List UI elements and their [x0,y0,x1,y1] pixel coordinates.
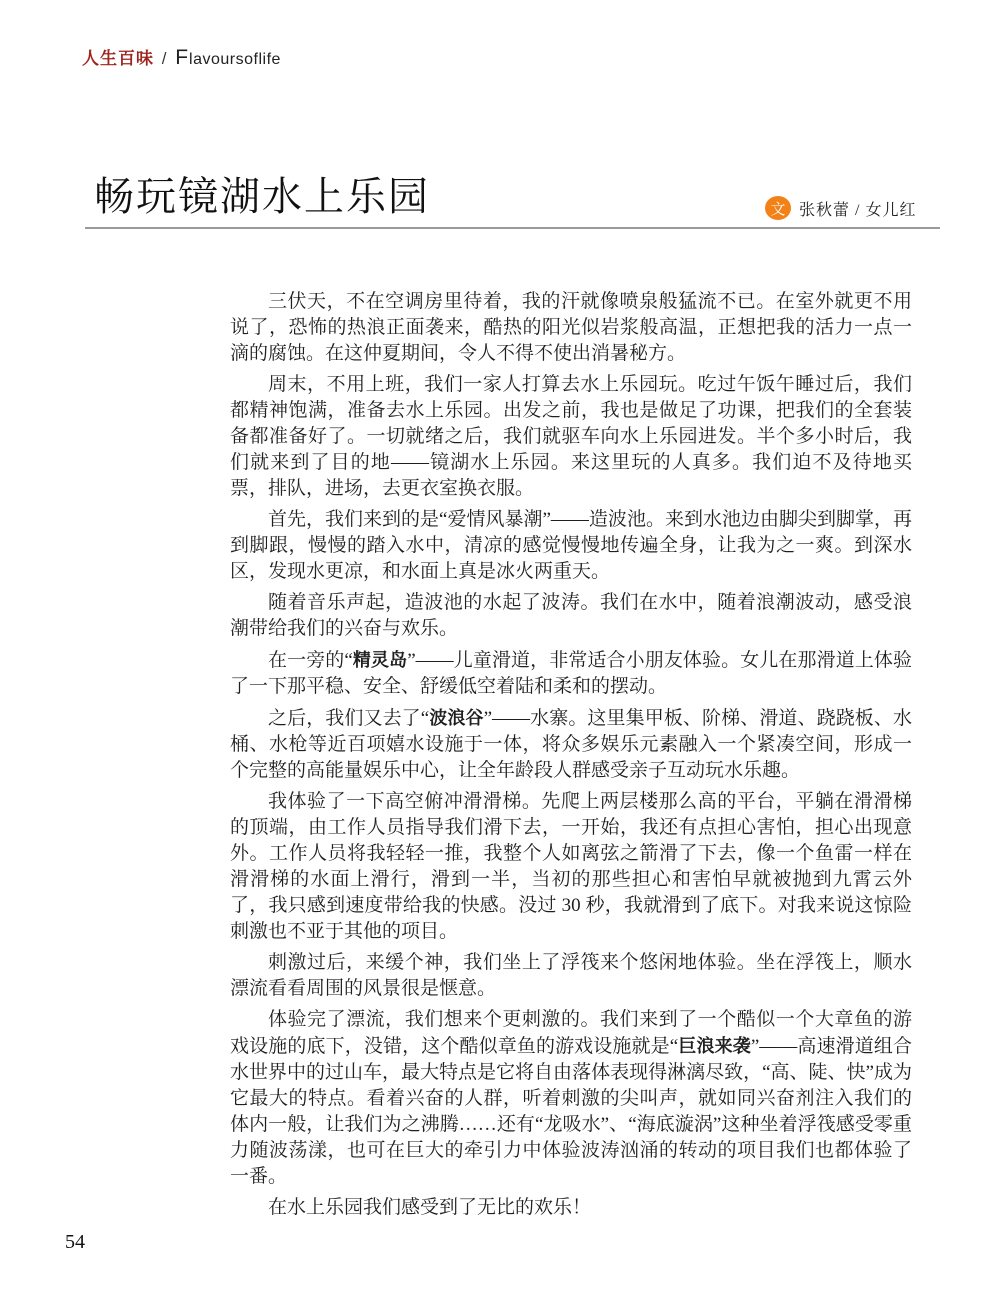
article-paragraph [230,590,912,642]
paragraph-text: 我体验了一下高空俯冲滑滑梯。先爬上两层楼那么高的平台，平躺在滑滑梯的顶端，由工作人员指导我们滑下去，一开始，我还有点担心害怕，担心出现意外。工作人员将我轻轻一推，我整个人如离弦之箭滑了下去，像一个鱼雷一样在滑滑梯的水面上滑行，滑到一半，当初的那些担心和害怕早就被抛到九霄云外了，我只感到速度带给我的快感。没过 30 秒，我就滑到了底下。对我来说这惊险刺激也不亚于其他的项目。 [230,791,912,942]
paragraph-text: 首先，我们来到的是“爱情风暴潮”——造波池。来到水池边由脚尖到脚掌，再到脚跟，慢慢的踏入水中，清凉的感觉慢慢地传遍全身，让我为之一爽。到深水区，发现水更凉，和水面上真是冰火两重天。 [230,509,912,582]
section-title-english-initial: F [175,46,190,69]
article-paragraph [230,507,912,585]
paragraph-text: 周末，不用上班，我们一家人打算去水上乐园玩。吃过午饭午睡过后，我们都精神饱满，准备去水上乐园。出发之前，我也是做足了功课，把我们的全套装备都准备好了。一切就绪之后，我们就驱车向水上乐园进发。半个多小时后，我们就来到了目的地——镜湖水上乐园。来这里玩的人真多。我们迫不及待地买票，排队，进场，去更衣室换衣服。 [230,374,912,499]
title-divider-rule [85,227,940,229]
article-paragraph [230,647,912,700]
section-header [82,44,281,70]
article-paragraph [230,1195,912,1221]
article-body [230,289,912,1226]
paragraph-text: 体验完了漂流，我们想来个更刺激的。我们来到了一个酷似一个大章鱼的游戏设施的底下，没错，这个酷似章鱼的游戏设施就是“ [230,1009,912,1057]
paragraph-text: ”——水寨。这里集甲板、阶梯、滑道、跷跷板、水桶、水枪等近百项嬉水设施于一体，将众多娱乐元素融入一个紧凑空间，形成一个完整的高能量娱乐中心，让全年龄段人群感受亲子互动玩水乐趣。 [230,708,912,781]
paragraph-text: 之后，我们又去了“ [268,708,430,729]
section-title-chinese: 人生百味 [82,49,154,68]
article-paragraph [230,789,912,945]
paragraph-text: 随着音乐声起，造波池的水起了波涛。我们在水中，随着浪潮波动，感受浪潮带给我们的兴奋与欢乐。 [230,592,912,639]
paragraph-text: 在一旁的“ [268,650,353,671]
attraction-name-bold: 波浪谷 [429,708,484,728]
paragraph-text: 在水上乐园我们感受到了无比的欢乐！ [268,1197,592,1218]
byline [765,196,916,220]
paragraph-text: ”——高速滑道组合水世界中的过山车，最大特点是它将自由落体表现得淋漓尽致，“高、陡、快”成为它最大的特点。看着兴奋的人群，听着刺激的尖叫声，就如同兴奋剂注入我们的体内一般，让我们为之沸腾……还有“龙吸水”、“海底漩涡”这种坐着浮筏感受零重力随波荡漾，也可在巨大的牵引力中体验波涛汹涌的转动的项目我们也都体验了一番。 [230,1036,913,1187]
paragraph-text: 刺激过后，来缓个神，我们坐上了浮筏来个悠闲地体验。坐在浮筏上，顺水漂流看看周围的风景很是惬意。 [230,952,912,999]
paragraph-text: ”——儿童滑道，非常适合小朋友体验。女儿在那滑道上体验了一下那平稳、安全、舒缓低空着陆和柔和的摆动。 [230,650,912,697]
article-paragraph [230,705,912,784]
paragraph-text: 三伏天，不在空调房里待着，我的汗就像喷泉般猛流不已。在室外就更不用说了，恐怖的热浪正面袭来，酷热的阳光似岩浆般高温，正想把我的活力一点一滴的腐蚀。在这仲夏期间，令人不得不使出消暑秘方。 [230,291,912,364]
article-paragraph [230,950,912,1002]
article-paragraph [230,1007,912,1190]
section-separator: / [161,49,168,68]
article-paragraph [230,289,912,367]
page-number: 54 [65,1231,85,1253]
article-paragraph [230,372,912,502]
author-names: 张秋蕾 / 女儿红 [799,201,917,219]
attraction-name-bold: 巨浪来袭 [678,1036,751,1056]
section-title-english: lavoursoflife [189,51,281,68]
attraction-name-bold: 精灵岛 [352,650,408,670]
article-title: 畅玩镜湖水上乐园 [94,175,430,219]
author-wen-badge-icon: 文 [765,196,791,220]
